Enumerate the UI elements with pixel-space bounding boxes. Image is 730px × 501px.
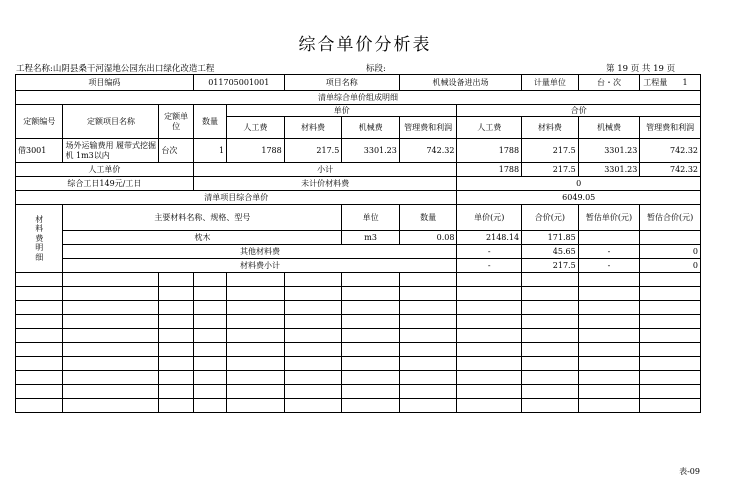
other-material-total: 45.65 <box>522 245 579 259</box>
other-material-label: 其他材料费 <box>63 245 457 259</box>
group-header-row <box>16 105 701 117</box>
material-unit: m3 <box>342 231 400 245</box>
material-side-label <box>16 205 63 273</box>
material-row <box>16 231 701 245</box>
material-name: 枕木 <box>63 231 342 245</box>
item-qty: 1 <box>682 77 688 87</box>
project-name-line <box>16 62 214 74</box>
blank-row <box>16 273 701 287</box>
quota-qty: 1 <box>193 139 226 163</box>
blank-row <box>16 343 701 357</box>
composition-title-row <box>16 91 701 105</box>
unit-price-row <box>16 191 701 205</box>
quota-unit: 台次 <box>159 139 193 163</box>
composition-title: 清单综合单价组成明细 <box>16 91 701 105</box>
blank-row <box>16 287 701 301</box>
unit-price-group-header: 单价 <box>227 105 457 117</box>
labor-price-label: 人工单价 <box>16 163 194 177</box>
section-label: 标段: <box>366 64 386 74</box>
material-side-text: 材料费明细 <box>35 214 44 262</box>
material-total: 171.85 <box>522 231 579 245</box>
blank-row <box>16 315 701 329</box>
material-header-row <box>16 205 701 231</box>
material-est-price <box>578 231 640 245</box>
blank-row <box>16 385 701 399</box>
material-est-price-header: 暂估单价(元) <box>578 205 640 231</box>
t-mgmt-header: 管理费和利润 <box>640 117 701 139</box>
item-code: 011705001001 <box>193 75 284 91</box>
material-name-header: 主要材料名称、规格、型号 <box>63 205 342 231</box>
form-number: 表-09 <box>679 467 700 476</box>
subtotal-row <box>16 163 701 177</box>
material-subtotal-label: 材料费小计 <box>63 259 457 273</box>
unit-price-analysis-table <box>15 74 701 413</box>
subtotal-material: 217.5 <box>522 163 579 177</box>
u-material-header: 材料费 <box>284 117 342 139</box>
u-machine: 3301.23 <box>342 139 400 163</box>
material-qty: 0.08 <box>399 231 457 245</box>
name-label: 项目名称 <box>284 75 399 91</box>
t-material-header: 材料费 <box>522 117 579 139</box>
quantity-header: 数量 <box>193 105 226 139</box>
quota-name-header: 定额项目名称 <box>63 105 159 139</box>
t-labor: 1788 <box>457 139 522 163</box>
t-mgmt: 742.32 <box>640 139 701 163</box>
material-subtotal-est-total: 0 <box>640 259 701 273</box>
blank-row <box>16 357 701 371</box>
item-name: 机械设备进出场 <box>399 75 521 91</box>
project-label: 工程名称: <box>16 64 53 74</box>
t-machine: 3301.23 <box>578 139 640 163</box>
item-info-row <box>16 75 701 91</box>
quota-code: 借3001 <box>16 139 63 163</box>
blank-row <box>16 301 701 315</box>
item-unit: 台・次 <box>578 75 640 91</box>
blank-row <box>16 371 701 385</box>
u-material: 217.5 <box>284 139 342 163</box>
material-unit-header: 单位 <box>342 205 400 231</box>
t-material: 217.5 <box>522 139 579 163</box>
unpriced-value: 0 <box>457 177 701 191</box>
u-mgmt-header: 管理费和利润 <box>399 117 457 139</box>
unit-price-value: 6049.05 <box>457 191 701 205</box>
other-material-est-total: 0 <box>640 245 701 259</box>
t-labor-header: 人工费 <box>457 117 522 139</box>
material-price-header: 单价(元) <box>457 205 522 231</box>
page-info: 第 19 页 共 19 页 <box>606 64 676 74</box>
material-qty-header: 数量 <box>399 205 457 231</box>
total-price-group-header: 合价 <box>457 105 701 117</box>
subtotal-labor: 1788 <box>457 163 522 177</box>
material-total-header: 合价(元) <box>522 205 579 231</box>
labor-rate: 综合工日149元/工日 <box>16 177 194 191</box>
material-price: 2148.14 <box>457 231 522 245</box>
subtotal-mgmt: 742.32 <box>640 163 701 177</box>
unit-label: 计量单位 <box>522 75 579 91</box>
page-title: 综合单价分析表 <box>298 35 432 55</box>
qty-label: 工程量 <box>643 77 668 87</box>
material-est-total <box>640 231 701 245</box>
u-labor-header: 人工费 <box>227 117 285 139</box>
subtotal-machine: 3301.23 <box>578 163 640 177</box>
material-subtotal-total: 217.5 <box>522 259 579 273</box>
quota-code-header: 定额编号 <box>16 105 63 139</box>
subtotal-label: 小计 <box>193 163 457 177</box>
u-machine-header: 机械费 <box>342 117 400 139</box>
u-labor: 1788 <box>227 139 285 163</box>
unpriced-label: 未计价材料费 <box>193 177 457 191</box>
blank-row <box>16 329 701 343</box>
unit-price-label: 清单项目综合单价 <box>16 191 457 205</box>
u-mgmt: 742.32 <box>399 139 457 163</box>
quota-name: 场外运输费用 履带式挖掘机 1m3以内 <box>63 139 159 163</box>
unpriced-row <box>16 177 701 191</box>
quota-unit-header: 定额单位 <box>159 105 193 139</box>
material-est-total-header: 暂估合价(元) <box>640 205 701 231</box>
other-material-price: - <box>457 245 522 259</box>
blank-row <box>16 399 701 413</box>
project-name: 山阴县桑干河湿地公园东出口绿化改造工程 <box>52 64 215 74</box>
other-material-row <box>16 245 701 259</box>
table-row <box>16 139 701 163</box>
material-subtotal-est-price: - <box>578 259 640 273</box>
t-machine-header: 机械费 <box>578 117 640 139</box>
material-subtotal-row <box>16 259 701 273</box>
other-material-est-price: - <box>578 245 640 259</box>
code-label: 项目编码 <box>16 75 194 91</box>
material-subtotal-price: - <box>457 259 522 273</box>
